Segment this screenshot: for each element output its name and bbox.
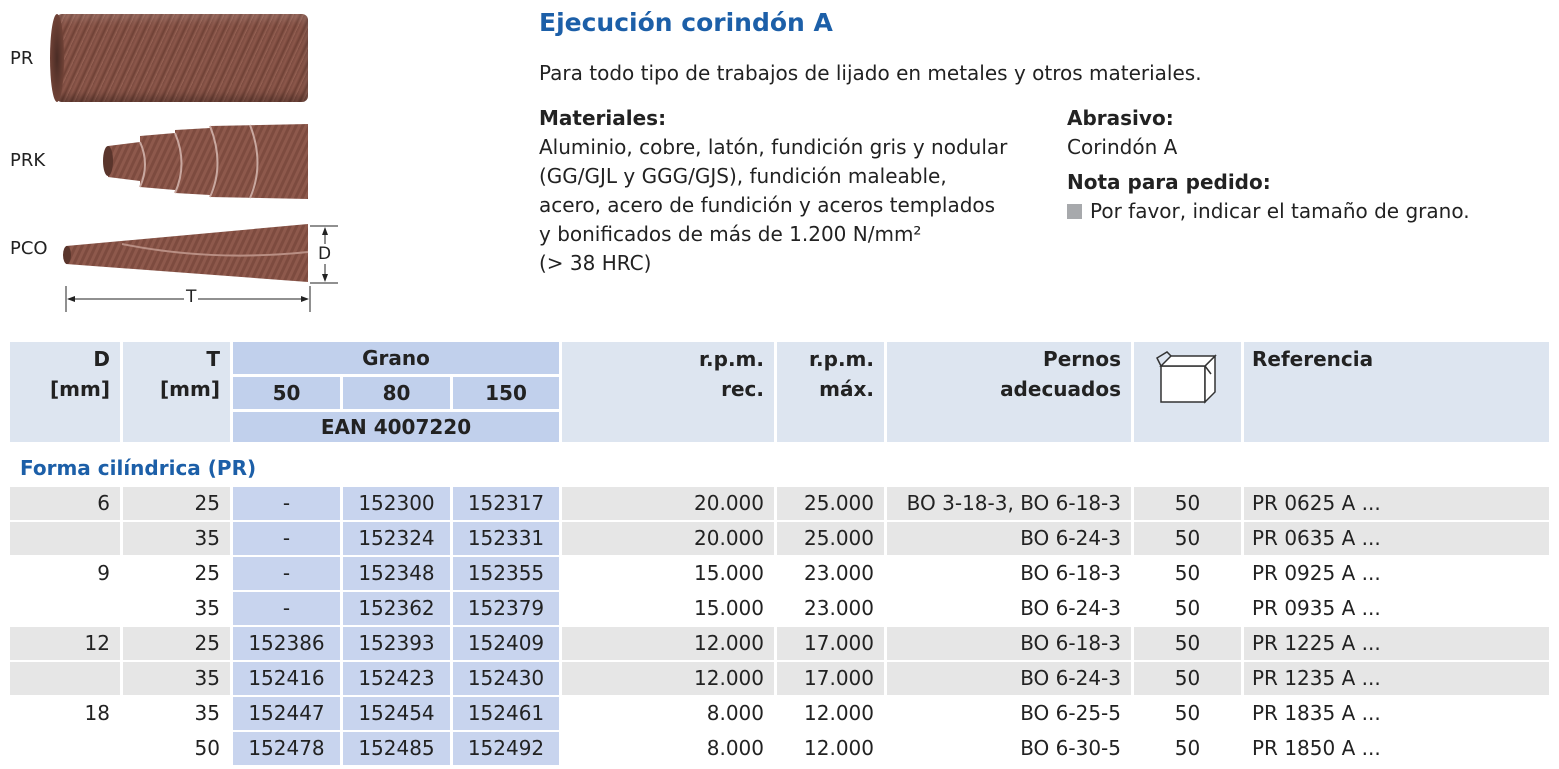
cell-g50: -	[233, 592, 340, 625]
prk-stepped-image	[100, 124, 315, 199]
cell-qty: 50	[1174, 736, 1201, 760]
section-title: Forma cilíndrica (PR)	[20, 456, 257, 480]
header-grano-80: 80	[343, 377, 450, 409]
cell-g50: -	[233, 487, 340, 520]
cell-t: 25	[123, 487, 230, 520]
product-label-pco: PCO	[10, 238, 48, 259]
pr-cylinder-image	[56, 14, 308, 102]
cell-max: 17.000	[777, 662, 884, 695]
cell-rec: 12.000	[562, 662, 774, 695]
cell-qty: 50	[1134, 522, 1241, 555]
materiales-line: acero, acero de fundición y aceros templados	[539, 193, 996, 217]
cell-ref: PR 0635 A ...	[1244, 522, 1549, 555]
cell-d	[10, 522, 120, 555]
cell-ref: PR 0935 A ...	[1252, 596, 1381, 620]
cell-d: 6	[10, 487, 120, 520]
cell-t: 50	[194, 736, 220, 760]
header-rpm-rec	[562, 342, 774, 442]
cell-pernos: BO 6-18-3	[1020, 561, 1121, 585]
cell-g80: 152423	[343, 662, 450, 695]
cell-g50: -	[233, 522, 340, 555]
materiales-line: y bonificados de más de 1.200 N/mm²	[539, 222, 922, 246]
cell-ref: PR 1235 A ...	[1244, 662, 1549, 695]
cell-ref: PR 1835 A ...	[1252, 701, 1381, 725]
bullet-square-icon	[1067, 204, 1082, 219]
cell-max: 17.000	[777, 627, 884, 660]
cell-pernos: BO 6-24-3	[887, 662, 1131, 695]
header-d	[10, 342, 120, 442]
cell-t: 35	[194, 596, 220, 620]
cell-qty: 50	[1134, 487, 1241, 520]
cell-g150: 152409	[453, 627, 559, 660]
cell-g80: 152362	[343, 592, 450, 625]
header-rpm-rec-line1: r.p.m.	[699, 347, 764, 371]
page-title: Ejecución corindón A	[539, 8, 833, 37]
cell-g50: 152386	[233, 627, 340, 660]
cell-pernos: BO 3-18-3, BO 6-18-3	[887, 487, 1131, 520]
dimension-lines	[60, 222, 345, 317]
cell-d: 18	[84, 701, 110, 725]
cell-rec: 8.000	[706, 701, 764, 725]
cell-ref: PR 1225 A ...	[1244, 627, 1549, 660]
materiales-heading: Materiales:	[539, 106, 667, 130]
cell-rec: 15.000	[694, 561, 764, 585]
cell-d	[10, 662, 120, 695]
cell-g50: -	[233, 557, 340, 590]
cell-qty: 50	[1134, 662, 1241, 695]
abrasivo-block	[1067, 104, 1547, 226]
cell-g150: 152430	[453, 662, 559, 695]
cell-max: 23.000	[804, 596, 874, 620]
cell-g80: 152485	[343, 732, 450, 765]
cell-rec: 8.000	[706, 736, 764, 760]
cell-qty: 50	[1134, 627, 1241, 660]
header-referencia: Referencia	[1244, 342, 1549, 442]
header-t-unit: [mm]	[160, 377, 220, 401]
cell-g80: 152348	[343, 557, 450, 590]
dimension-d-label: D	[318, 244, 332, 264]
cell-g50: 152416	[233, 662, 340, 695]
cell-g80: 152300	[343, 487, 450, 520]
cell-t: 35	[123, 662, 230, 695]
product-label-prk: PRK	[10, 150, 46, 171]
cell-pernos: BO 6-25-5	[1020, 701, 1121, 725]
cell-d	[10, 592, 120, 625]
header-grano: Grano	[233, 342, 559, 374]
nota-heading: Nota para pedido:	[1067, 170, 1271, 194]
cell-t: 35	[194, 701, 220, 725]
cell-ref: PR 0925 A ...	[1252, 561, 1381, 585]
cell-g150: 152317	[453, 487, 559, 520]
dimension-t-label: T	[186, 287, 197, 307]
cell-pernos: BO 6-24-3	[887, 522, 1131, 555]
cell-g50: 152447	[233, 697, 340, 730]
cell-max: 25.000	[777, 487, 884, 520]
materiales-line: (GG/GJL y GGG/GJS), fundición maleable,	[539, 164, 947, 188]
cell-g80: 152454	[343, 697, 450, 730]
cell-g150: 152461	[453, 697, 559, 730]
header-grano-50: 50	[233, 377, 340, 409]
cell-rec: 20.000	[562, 522, 774, 555]
cell-g150: 152492	[453, 732, 559, 765]
header-pernos-line1: Pernos	[1043, 347, 1121, 371]
cell-max: 25.000	[777, 522, 884, 555]
nota-value: Por favor, indicar el tamaño de grano.	[1090, 199, 1470, 223]
cell-rec: 15.000	[694, 596, 764, 620]
cell-d: 9	[97, 561, 110, 585]
cell-pernos: BO 6-18-3	[887, 627, 1131, 660]
header-t-label: T	[206, 347, 220, 371]
cell-max: 12.000	[804, 701, 874, 725]
cell-max: 23.000	[804, 561, 874, 585]
cell-g150: 152331	[453, 522, 559, 555]
cell-rec: 12.000	[562, 627, 774, 660]
cell-t: 25	[123, 627, 230, 660]
cell-d: 12	[10, 627, 120, 660]
box-icon	[1155, 348, 1221, 404]
cell-g150: 152379	[453, 592, 559, 625]
cell-ref: PR 0625 A ...	[1244, 487, 1549, 520]
materiales-block	[539, 104, 1039, 278]
header-box	[1134, 342, 1241, 442]
cell-qty: 50	[1174, 561, 1201, 585]
header-d-label: D	[93, 347, 110, 371]
cell-pernos: BO 6-24-3	[1020, 596, 1121, 620]
product-label-pr: PR	[10, 48, 34, 69]
cell-qty: 50	[1174, 701, 1201, 725]
abrasivo-heading: Abrasivo:	[1067, 106, 1174, 130]
header-pernos-line2: adecuados	[1000, 377, 1121, 401]
header-rpm-rec-line2: rec.	[721, 377, 764, 401]
abrasivo-value: Corindón A	[1067, 135, 1178, 159]
header-grano-150: 150	[453, 377, 559, 409]
cell-max: 12.000	[804, 736, 874, 760]
cell-ref: PR 1850 A ...	[1252, 736, 1381, 760]
cell-rec: 20.000	[562, 487, 774, 520]
header-rpm-max-line1: r.p.m.	[809, 347, 874, 371]
cell-g80: 152324	[343, 522, 450, 555]
cell-g50: 152478	[233, 732, 340, 765]
header-rpm-max	[777, 342, 884, 442]
cell-t: 25	[194, 561, 220, 585]
cell-g150: 152355	[453, 557, 559, 590]
header-rpm-max-line2: máx.	[819, 377, 874, 401]
header-ean: EAN 4007220	[233, 412, 559, 442]
nota-line	[1067, 197, 1547, 226]
cell-g80: 152393	[343, 627, 450, 660]
cell-t: 35	[123, 522, 230, 555]
cell-qty: 50	[1174, 596, 1201, 620]
intro-text: Para todo tipo de trabajos de lijado en metales y otros materiales.	[539, 61, 1202, 85]
header-pernos	[887, 342, 1131, 442]
header-t	[123, 342, 230, 442]
cell-d	[10, 732, 120, 765]
cell-pernos: BO 6-30-5	[1020, 736, 1121, 760]
materiales-line: Aluminio, cobre, latón, fundición gris y nodular	[539, 135, 1008, 159]
materiales-line: (> 38 HRC)	[539, 251, 652, 275]
header-d-unit: [mm]	[50, 377, 110, 401]
